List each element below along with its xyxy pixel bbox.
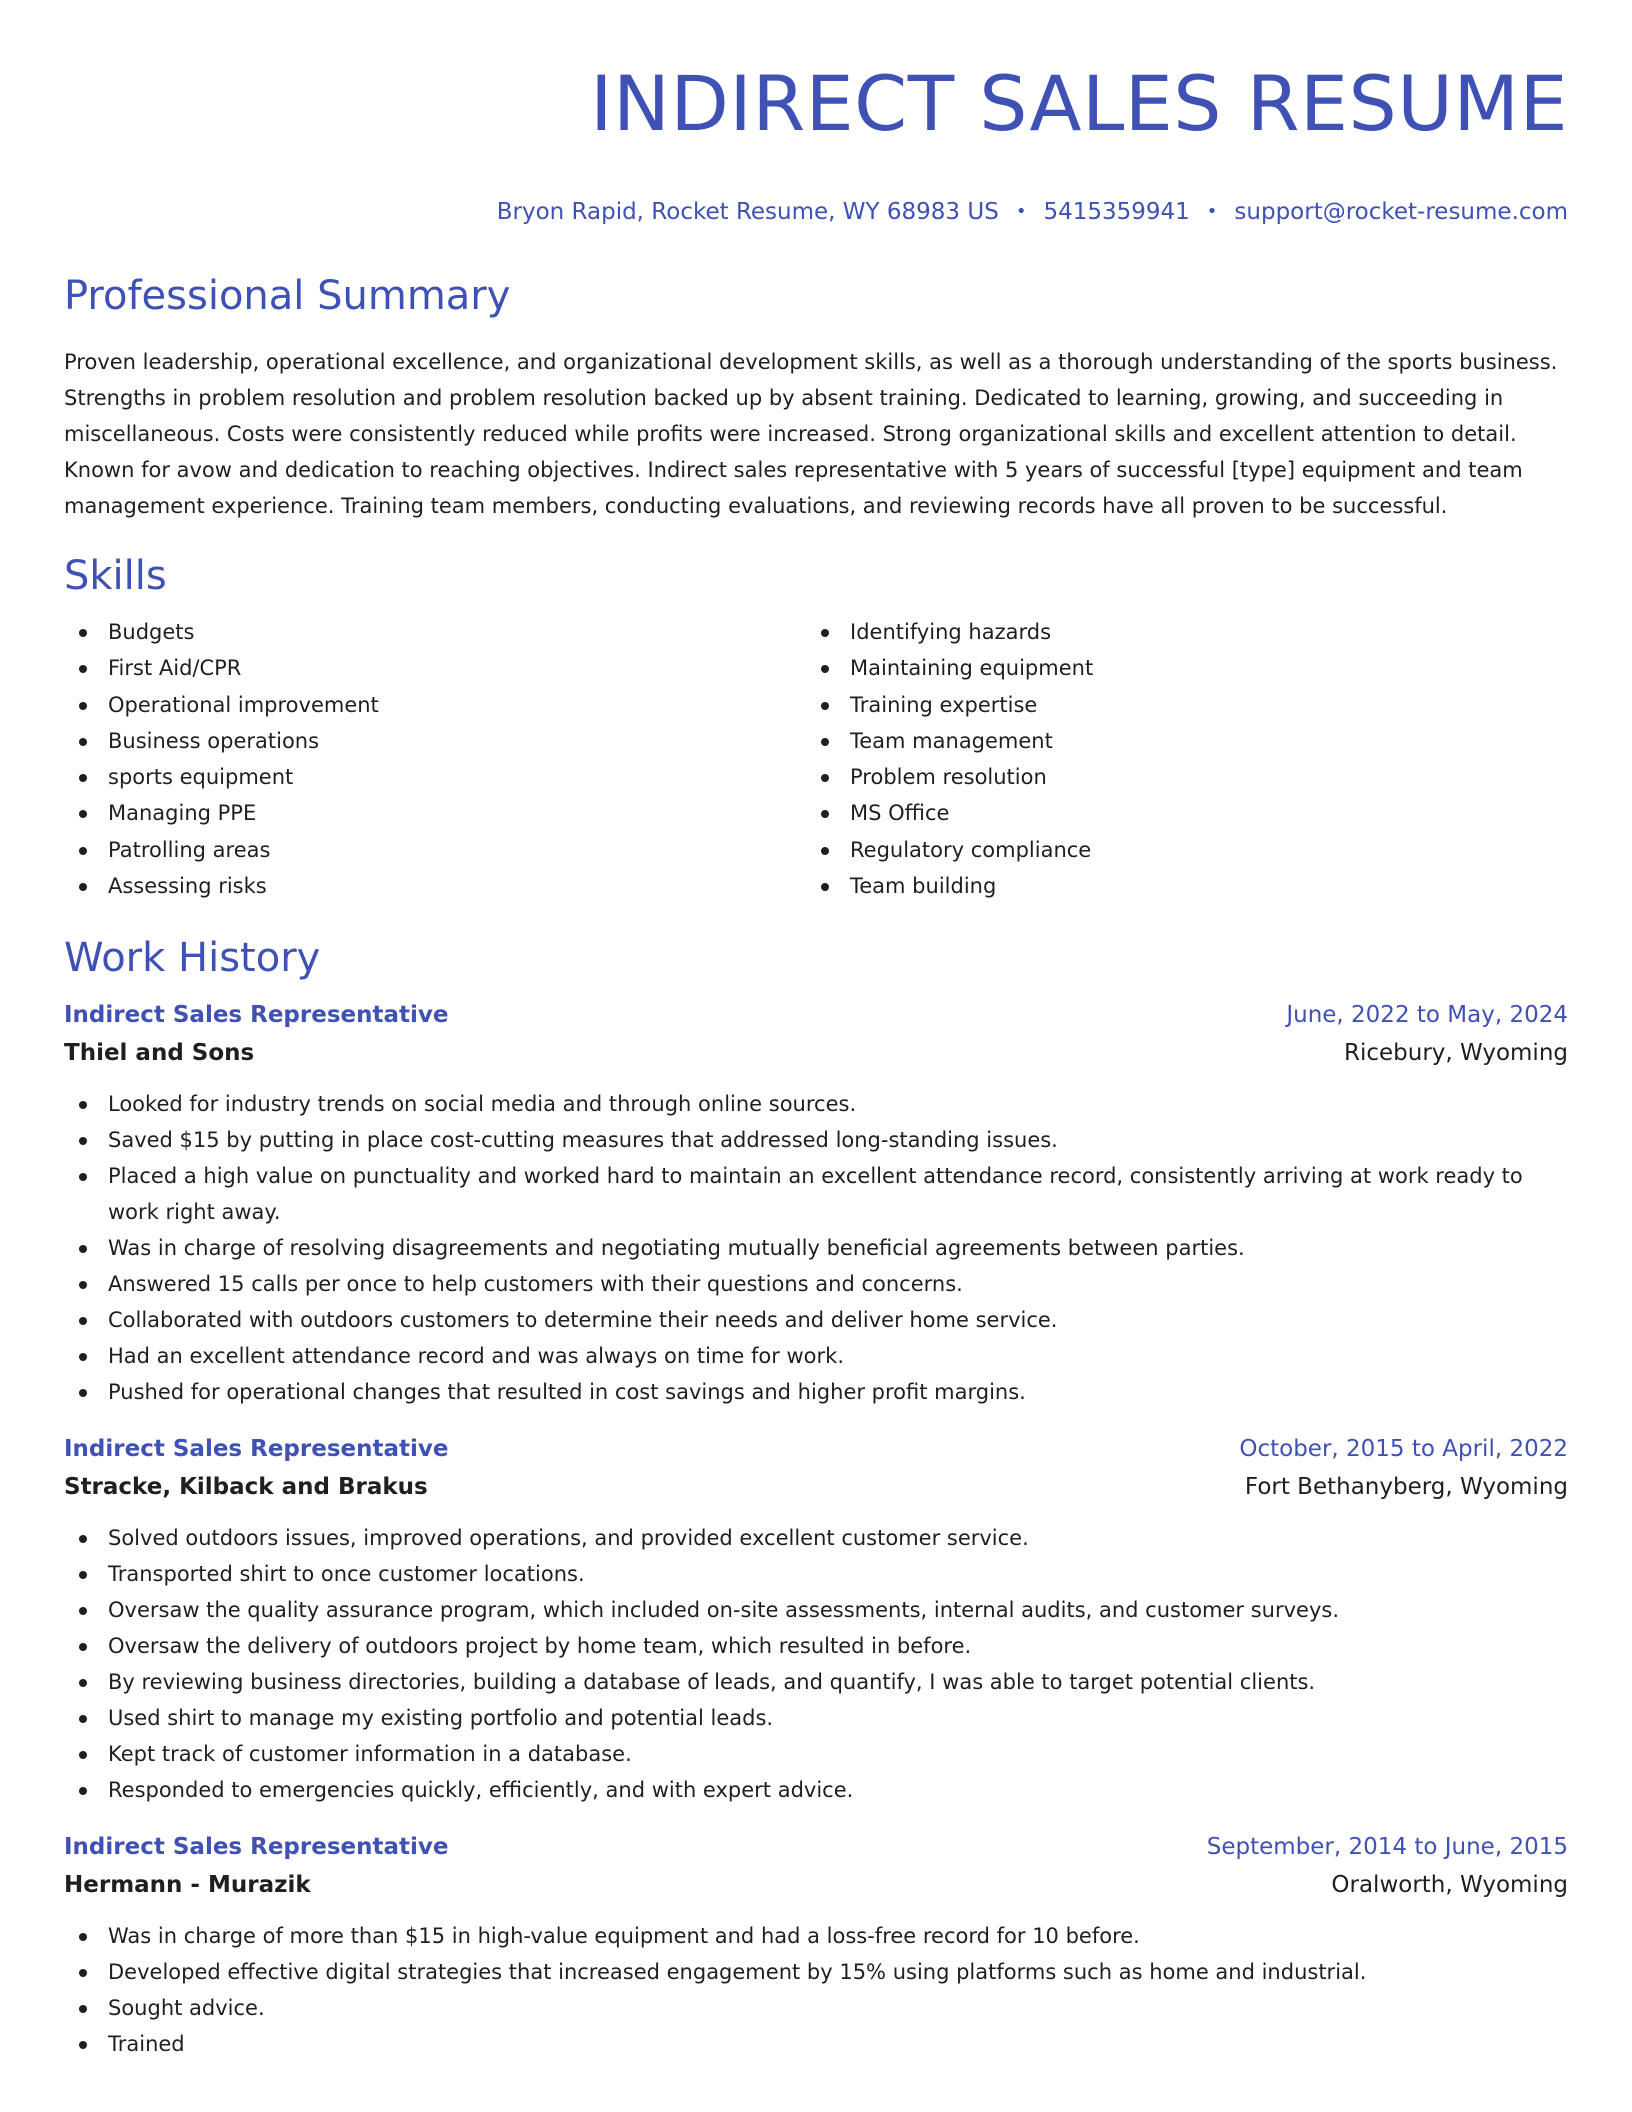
skill-item: [64, 868, 806, 904]
bullet-icon: [79, 1969, 87, 1977]
bullet-icon: [79, 1607, 87, 1615]
bullet-icon: [79, 1281, 87, 1289]
skill-item: [64, 759, 806, 795]
job-company: Stracke, Kilback and Brakus: [64, 1474, 428, 1501]
job-company-row: [64, 1866, 1568, 1904]
duty-item: [64, 1338, 1568, 1374]
list-item-text: Team management: [850, 728, 1053, 753]
contact-line: [64, 196, 1568, 228]
job-title-row: [64, 1430, 1568, 1468]
list-item-text: Pushed for operational changes that resulted in cost savings and higher profit margins.: [108, 1380, 1026, 1405]
job-company-row: [64, 1468, 1568, 1506]
list-item-text: Used shirt to manage my existing portfolio and potential leads.: [108, 1706, 774, 1731]
list-item-text: MS Office: [850, 801, 950, 826]
bullet-icon: [821, 738, 829, 746]
list-item-text: Operational improvement: [108, 692, 379, 717]
skill-item: [64, 832, 806, 868]
job-position: Indirect Sales Representative: [64, 1436, 449, 1463]
list-item-text: Saved $15 by putting in place cost-cutting measures that addressed long-standing issues.: [108, 1128, 1058, 1153]
bullet-icon: [821, 702, 829, 710]
skill-item: [806, 614, 1548, 650]
bullet-icon: [79, 2005, 87, 2013]
skill-item: [806, 650, 1548, 686]
list-item-text: Oversaw the quality assurance program, which included on-site assessments, internal audits, and customer surveys.: [108, 1598, 1340, 1623]
list-item-text: By reviewing business directories, building a database of leads, and quantify, I was able to target potential clients.: [108, 1670, 1316, 1695]
skill-item: [806, 723, 1548, 759]
duty-item: [64, 2026, 1568, 2062]
job-entry: [64, 996, 1568, 1410]
list-item-text: Kept track of customer information in a database.: [108, 1742, 632, 1767]
bullet-icon: [79, 1751, 87, 1759]
bullet-icon: [79, 1389, 87, 1397]
job-duties: [64, 1086, 1568, 1410]
skill-item: [806, 795, 1548, 831]
bullet-icon: [79, 1787, 87, 1795]
job-location: Ricebury, Wyoming: [1343, 1040, 1568, 1067]
list-item-text: sports equipment: [108, 765, 294, 790]
work-history-list: [64, 996, 1568, 2062]
duty-item: [64, 1954, 1568, 1990]
duty-item: [64, 1374, 1568, 1410]
bullet-icon: [79, 847, 87, 855]
skills-heading: Skills: [64, 553, 167, 599]
bullet-icon: [79, 1715, 87, 1723]
job-dates: June, 2022 to May, 2024: [1286, 1002, 1568, 1029]
summary-text: Proven leadership, operational excellence, and organizational development skills, as well as a thorough understanding of the sports business. Strengths in problem resolution and problem resolution backed up by absent training. Dedicated to learning, growing, and succeeding in miscellaneous. Costs were consistently reduced while profits were increased. Strong organizational skills and excellent attention to detail. Known for avow and dedication to reaching objectives. Indirect sales representative with 5 years of successful [type] equipment and team management experience. Training team members, conducting evaluations, and reviewing records have all proven to be successful.: [64, 350, 1558, 518]
list-item-text: Problem resolution: [850, 765, 1047, 790]
bullet-icon: [821, 810, 829, 818]
bullet-icon: [79, 1101, 87, 1109]
bullet-icon: [79, 629, 87, 637]
work-history-heading: Work History: [64, 935, 321, 982]
separator-dot: •: [1015, 201, 1027, 222]
separator-dot: •: [1206, 201, 1218, 222]
bullet-icon: [79, 665, 87, 673]
bullet-icon: [79, 2041, 87, 2049]
bullet-icon: [79, 1173, 87, 1181]
duty-item: [64, 1158, 1568, 1230]
bullet-icon: [821, 774, 829, 782]
list-item-text: Developed effective digital strategies that increased engagement by 15% using platforms such as home and industrial.: [108, 1960, 1367, 1985]
job-duties: [64, 1918, 1568, 2062]
list-item-text: Transported shirt to once customer locations.: [108, 1562, 585, 1587]
job-position: Indirect Sales Representative: [64, 1834, 449, 1861]
bullet-icon: [79, 1933, 87, 1941]
duty-item: [64, 1592, 1568, 1628]
bullet-icon: [821, 629, 829, 637]
skills-column-right: [806, 614, 1548, 904]
skills-list: [64, 614, 1568, 904]
list-item-text: Managing PPE: [108, 801, 257, 826]
bullet-icon: [79, 1535, 87, 1543]
duty-item: [64, 1556, 1568, 1592]
bullet-icon: [79, 1679, 87, 1687]
skill-item: [64, 614, 806, 650]
list-item-text: Was in charge of more than $15 in high-value equipment and had a loss-free record for 10 before.: [108, 1924, 1140, 1949]
job-entry: [64, 1430, 1568, 1808]
list-item-text: Assessing risks: [108, 874, 267, 899]
job-company: Thiel and Sons: [64, 1040, 255, 1067]
job-company-row: [64, 1034, 1568, 1072]
contact-phone: 5415359941: [1043, 199, 1190, 225]
summary-heading: Professional Summary: [64, 273, 511, 319]
duty-item: [64, 1086, 1568, 1122]
list-item-text: Sought advice.: [108, 1996, 265, 2021]
bullet-icon: [79, 883, 87, 891]
list-item-text: Training expertise: [850, 692, 1038, 717]
job-company: Hermann - Murazik: [64, 1872, 311, 1899]
list-item-text: Budgets: [108, 620, 195, 644]
list-item-text: Placed a high value on punctuality and worked hard to maintain an excellent attendance record, consistently arriving at work ready to work right away.: [108, 1164, 1523, 1225]
bullet-icon: [79, 702, 87, 710]
list-item-text: Collaborated with outdoors customers to determine their needs and deliver home service.: [108, 1308, 1058, 1333]
list-item-text: Looked for industry trends on social media and through online sources.: [108, 1092, 857, 1117]
list-item-text: Had an excellent attendance record and was always on time for work.: [108, 1344, 845, 1369]
list-item-text: Was in charge of resolving disagreements and negotiating mutually beneficial agreements between parties.: [108, 1236, 1245, 1261]
job-dates: September, 2014 to June, 2015: [1206, 1834, 1568, 1861]
list-item-text: Answered 15 calls per once to help customers with their questions and concerns.: [108, 1272, 963, 1297]
bullet-icon: [79, 1643, 87, 1651]
skill-item: [806, 868, 1548, 904]
bullet-icon: [79, 1137, 87, 1145]
job-location: Oralworth, Wyoming: [1331, 1872, 1568, 1899]
skill-item: [806, 759, 1548, 795]
job-entry: [64, 1828, 1568, 2062]
list-item-text: Regulatory compliance: [850, 837, 1092, 862]
bullet-icon: [79, 1245, 87, 1253]
job-title-row: [64, 996, 1568, 1034]
duty-item: [64, 1520, 1568, 1556]
list-item-text: Trained: [108, 2032, 185, 2057]
duty-item: [64, 1628, 1568, 1664]
skill-item: [64, 687, 806, 723]
job-location: Fort Bethanyberg, Wyoming: [1244, 1474, 1568, 1501]
duty-item: [64, 1302, 1568, 1338]
job-position: Indirect Sales Representative: [64, 1002, 449, 1029]
bullet-icon: [79, 1571, 87, 1579]
contact-email: support@rocket-resume.com: [1234, 199, 1568, 225]
job-dates: October, 2015 to April, 2022: [1239, 1436, 1568, 1463]
resume-page: [64, 44, 1568, 2062]
list-item-text: Patrolling areas: [108, 837, 271, 862]
list-item-text: Oversaw the delivery of outdoors project by home team, which resulted in before.: [108, 1634, 972, 1659]
contact-address: Bryon Rapid, Rocket Resume, WY 68983 US: [496, 199, 999, 225]
skill-item: [64, 723, 806, 759]
skill-item: [64, 650, 806, 686]
duty-item: [64, 1266, 1568, 1302]
resume-header: [64, 44, 1568, 228]
list-item-text: Maintaining equipment: [850, 656, 1094, 681]
skills-column-left: [64, 614, 806, 904]
duty-item: [64, 1918, 1568, 1954]
duty-item: [64, 1664, 1568, 1700]
duty-item: [64, 1122, 1568, 1158]
bullet-icon: [79, 810, 87, 818]
list-item-text: Identifying hazards: [850, 620, 1052, 644]
bullet-icon: [79, 738, 87, 746]
list-item-text: Business operations: [108, 728, 320, 753]
duty-item: [64, 1736, 1568, 1772]
list-item-text: First Aid/CPR: [108, 656, 242, 681]
list-item-text: Responded to emergencies quickly, efficiently, and with expert advice.: [108, 1778, 854, 1803]
duty-item: [64, 1990, 1568, 2026]
bullet-icon: [821, 665, 829, 673]
bullet-icon: [821, 847, 829, 855]
bullet-icon: [79, 774, 87, 782]
skill-item: [64, 795, 806, 831]
skill-item: [806, 832, 1548, 868]
skill-item: [806, 687, 1548, 723]
job-title-row: [64, 1828, 1568, 1866]
bullet-icon: [821, 883, 829, 891]
bullet-icon: [79, 1317, 87, 1325]
list-item-text: Team building: [850, 874, 997, 899]
duty-item: [64, 1230, 1568, 1266]
duty-item: [64, 1700, 1568, 1736]
list-item-text: Solved outdoors issues, improved operations, and provided excellent customer service.: [108, 1526, 1029, 1551]
duty-item: [64, 1772, 1568, 1808]
bullet-icon: [79, 1353, 87, 1361]
resume-title: INDIRECT SALES RESUME: [590, 59, 1568, 148]
job-duties: [64, 1520, 1568, 1808]
